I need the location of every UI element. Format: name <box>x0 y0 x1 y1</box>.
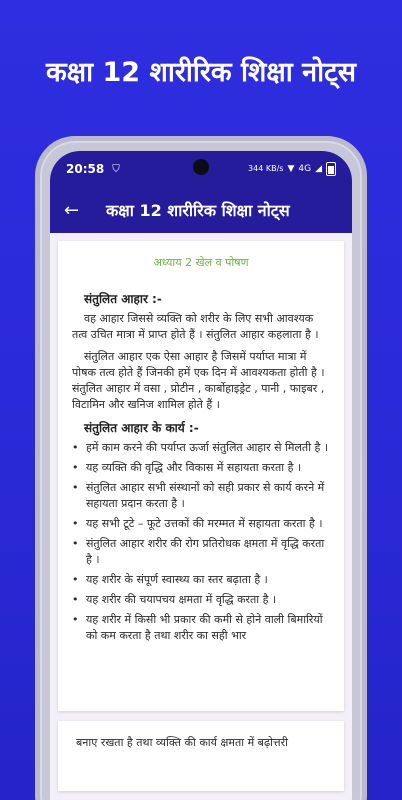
list-item: • संतुलित आहार सभी संस्थानों को सही प्रकार से कार्य करने में सहायता प्रदान करता है । <box>72 480 330 512</box>
section-heading-balanced-diet: संतुलित आहार :- <box>84 292 162 306</box>
chapter-title: अध्याय 2 खेल व पोषण <box>153 256 249 269</box>
wifi-icon: ▼ <box>287 164 295 174</box>
status-time: 20:58 <box>66 162 105 176</box>
shield-icon: ⛉ <box>112 163 120 175</box>
section-heading-functions: संतुलित आहार के कार्य :- <box>84 421 199 435</box>
list-item: • संतुलित आहार शरीर की रोग प्रतिरोधक क्षमता में वृद्धि करता है । <box>72 536 330 568</box>
promo-title: कक्षा 12 शारीरिक शिक्षा नोट्स <box>46 57 356 88</box>
status-bar <box>50 151 352 187</box>
app-bar-title: कक्षा 12 शारीरिक शिक्षा नोट्स <box>106 201 290 220</box>
network-speed: 344 KB/s <box>248 164 284 173</box>
phone-frame <box>35 136 367 800</box>
front-camera <box>193 159 209 175</box>
paragraph-definition: वह आहार जिससे व्यक्ति को शरीर के लिए सभी आवश्यक तत्व उचित मात्रा में प्राप्त होते हैं । संतुलित आहार कहलाता है । <box>72 312 319 341</box>
continuation-card <box>58 721 344 791</box>
list-item: • यह सभी टूटे – फूटे उत्तकों की मरम्मत में सहायता करता है । <box>72 516 330 532</box>
notes-card <box>58 241 344 711</box>
functions-list <box>72 440 330 644</box>
status-icons <box>248 162 336 176</box>
list-item: • यह शरीर की चयापचय क्षमता में वृद्धि करता है । <box>72 592 330 608</box>
list-item: • यह व्यक्ति की वृद्धि और विकास में सहायता करता है । <box>72 460 330 476</box>
content-area[interactable] <box>50 233 352 800</box>
back-arrow-icon[interactable]: ← <box>64 199 80 221</box>
continuation-text: बनाए रखता है तथा व्यक्ति की कार्य क्षमता में बढ़ोत्तरी <box>76 736 288 749</box>
battery-icon <box>326 162 336 176</box>
list-item: • हमें काम करने की पर्याप्त ऊर्जा संतुलित आहार से मिलती है । <box>72 440 330 456</box>
app-bar <box>50 187 352 233</box>
list-item: • यह शरीर के संपूर्ण स्वास्थ्य का स्तर बढ़ाता है । <box>72 572 330 588</box>
paragraph-description: संतुलित आहार एक ऐसा आहार है जिसमें पर्याप्त मात्रा में पोषक तत्व होते हैं जिनकी हमें एक दिन में आवश्यकता होती है । संतुलित आहार में वसा , प्रोटीन , कार्बोहाइड्रेट , पानी , फाइबर , विटामिन और खनिज शामिल होते हैं । <box>72 350 325 411</box>
net-type: 4G <box>298 164 312 174</box>
signal-icon: ◢ <box>315 164 322 174</box>
phone-screen <box>50 151 352 800</box>
list-item: • यह शरीर में किसी भी प्रकार की कमी से होने वाली बिमारियों को कम करता है तथा शरीर का सही भार <box>72 612 330 644</box>
